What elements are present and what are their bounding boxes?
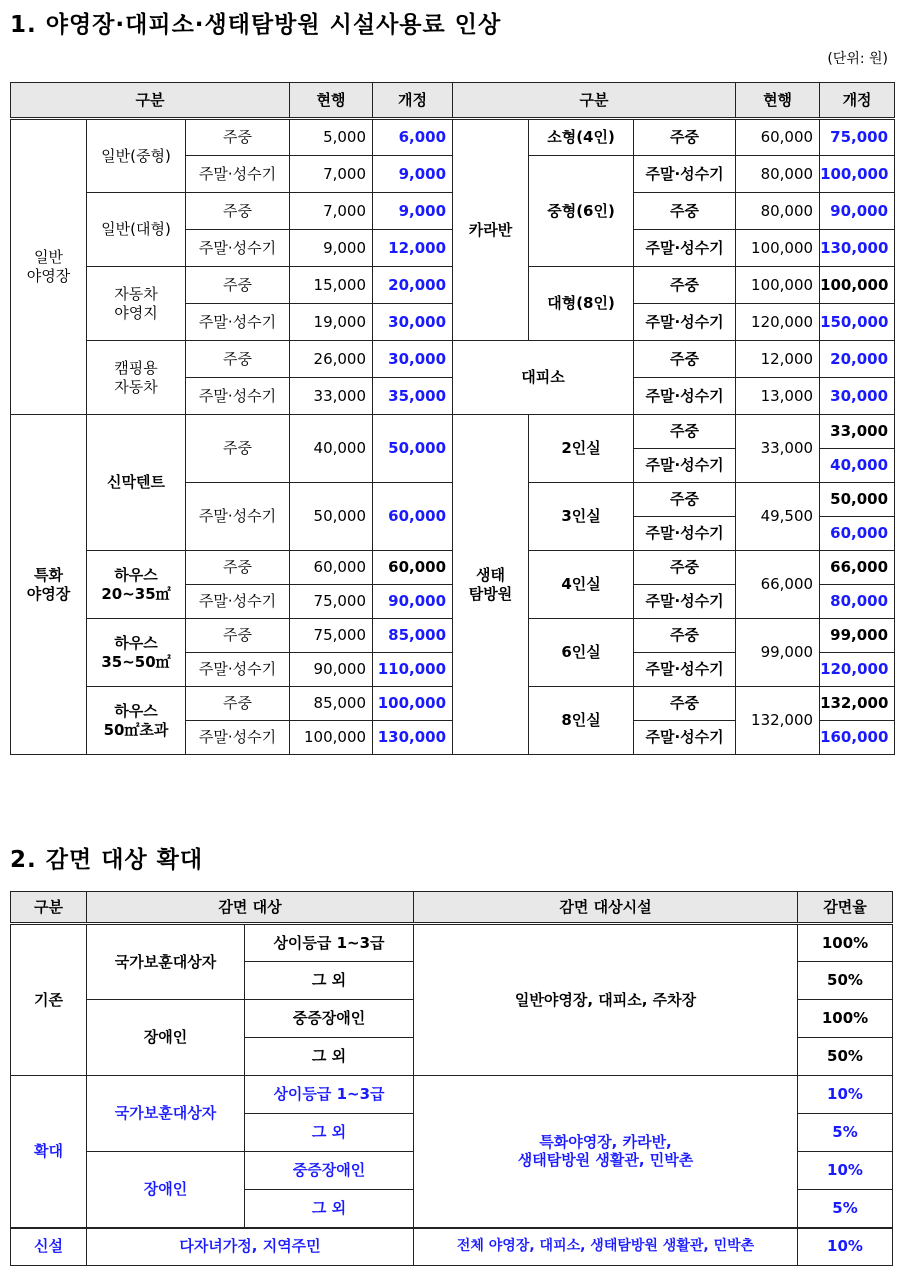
weekend-label: 주말·성수기: [186, 304, 290, 341]
current-value: 60,000: [290, 551, 373, 585]
sub-large: 일반(대형): [87, 193, 186, 267]
sub-car: 자동차 야영지: [87, 267, 186, 341]
revised-value: 150,000: [820, 304, 895, 341]
weekend-label: 주말·성수기: [634, 378, 736, 415]
sub-house-35: 하우스 35~50㎡: [87, 619, 186, 687]
weekday-label: 주중: [186, 267, 290, 304]
eco-room4: 4인실: [529, 551, 634, 619]
weekday-label: 주중: [186, 341, 290, 378]
revised-value: 30,000: [373, 304, 453, 341]
weekday-label: 주중: [186, 415, 290, 483]
new-target: 다자녀가정, 지역주민: [87, 1228, 414, 1266]
weekday-label: 주중: [634, 687, 736, 721]
current-value: 33,000: [290, 378, 373, 415]
revised-value: 33,000: [820, 415, 895, 449]
current-value: 99,000: [736, 619, 820, 687]
existing-rate: 50%: [798, 1038, 893, 1076]
current-value: 7,000: [290, 193, 373, 230]
revised-value: 20,000: [820, 341, 895, 378]
caravan-small: 소형(4인): [529, 119, 634, 156]
current-value: 80,000: [736, 156, 820, 193]
weekend-label: 주말·성수기: [634, 721, 736, 755]
revised-value: 75,000: [820, 119, 895, 156]
expand-grade: 상이등급 1~3급: [245, 1076, 414, 1114]
weekend-label: 주말·성수기: [186, 653, 290, 687]
current-value: 100,000: [736, 230, 820, 267]
current-value: 75,000: [290, 619, 373, 653]
header-target: 감면 대상: [87, 892, 414, 924]
existing-other: 그 외: [245, 962, 414, 1000]
revised-value: 100,000: [820, 267, 895, 304]
current-value: 100,000: [290, 721, 373, 755]
current-value: 100,000: [736, 267, 820, 304]
weekend-label: 주말·성수기: [186, 156, 290, 193]
weekend-label: 주말·성수기: [634, 230, 736, 267]
header-revised-right: 개정: [820, 83, 895, 119]
current-value: 15,000: [290, 267, 373, 304]
weekday-label: 주중: [634, 193, 736, 230]
current-value: 120,000: [736, 304, 820, 341]
current-value: 66,000: [736, 551, 820, 619]
header-rate: 감면율: [798, 892, 893, 924]
weekday-label: 주중: [634, 341, 736, 378]
weekday-label: 주중: [186, 193, 290, 230]
expand-label: 확대: [11, 1076, 87, 1228]
current-value: 75,000: [290, 585, 373, 619]
weekday-label: 주중: [634, 551, 736, 585]
weekday-label: 주중: [634, 415, 736, 449]
current-value: 9,000: [290, 230, 373, 267]
caravan-large: 대형(8인): [529, 267, 634, 341]
current-value: 13,000: [736, 378, 820, 415]
expand-other: 그 외: [245, 1190, 414, 1228]
sub-camping-car: 캠핑용 자동차: [87, 341, 186, 415]
weekend-label: 주말·성수기: [634, 585, 736, 619]
section2-title: 2. 감면 대상 확대: [10, 847, 204, 873]
revised-value: 99,000: [820, 619, 895, 653]
eco-room2: 2인실: [529, 415, 634, 483]
current-value: 85,000: [290, 687, 373, 721]
discount-table: [10, 891, 893, 1266]
eco-room6: 6인실: [529, 619, 634, 687]
existing-facility: 일반야영장, 대피소, 주차장: [414, 924, 798, 1076]
caravan-medium: 중형(6인): [529, 156, 634, 267]
weekend-label: 주말·성수기: [634, 653, 736, 687]
revised-value: 40,000: [820, 449, 895, 483]
revised-value: 66,000: [820, 551, 895, 585]
revised-value: 50,000: [373, 415, 453, 483]
current-value: 26,000: [290, 341, 373, 378]
caravan-label: 카라반: [453, 119, 529, 341]
unit-label: (단위: 원): [827, 51, 888, 67]
weekday-label: 주중: [186, 687, 290, 721]
weekday-label: 주중: [634, 483, 736, 517]
sub-mid: 일반(중형): [87, 119, 186, 193]
weekend-label: 주말·성수기: [186, 230, 290, 267]
revised-value: 30,000: [820, 378, 895, 415]
revised-value: 6,000: [373, 119, 453, 156]
current-value: 19,000: [290, 304, 373, 341]
current-value: 5,000: [290, 119, 373, 156]
revised-value: 60,000: [820, 517, 895, 551]
eco-label: 생태 탐방원: [453, 415, 529, 755]
weekend-label: 주말·성수기: [186, 585, 290, 619]
shelter-label: 대피소: [453, 341, 634, 415]
revised-value: 85,000: [373, 619, 453, 653]
header-gubun: 구분: [11, 892, 87, 924]
weekday-label: 주중: [634, 267, 736, 304]
current-value: 40,000: [290, 415, 373, 483]
weekday-label: 주중: [186, 551, 290, 585]
weekend-label: 주말·성수기: [634, 156, 736, 193]
revised-value: 132,000: [820, 687, 895, 721]
revised-value: 9,000: [373, 193, 453, 230]
header-current-right: 현행: [736, 83, 820, 119]
header-gubun-right: 구분: [453, 83, 736, 119]
expand-rate: 5%: [798, 1190, 893, 1228]
special-campsite-label: 특화 야영장: [11, 415, 87, 755]
weekend-label: 주말·성수기: [186, 721, 290, 755]
weekend-label: 주말·성수기: [634, 449, 736, 483]
header-facility: 감면 대상시설: [414, 892, 798, 924]
current-value: 12,000: [736, 341, 820, 378]
revised-value: 100,000: [820, 156, 895, 193]
revised-value: 35,000: [373, 378, 453, 415]
existing-rate: 100%: [798, 924, 893, 962]
revised-value: 130,000: [373, 721, 453, 755]
eco-room8: 8인실: [529, 687, 634, 755]
existing-severe: 중증장애인: [245, 1000, 414, 1038]
expand-rate: 10%: [798, 1152, 893, 1190]
weekend-label: 주말·성수기: [186, 378, 290, 415]
current-value: 49,500: [736, 483, 820, 551]
weekday-label: 주중: [186, 119, 290, 156]
new-facility: 전체 야영장, 대피소, 생태탐방원 생활관, 민박촌: [414, 1228, 798, 1266]
weekday-label: 주중: [634, 619, 736, 653]
revised-value: 100,000: [373, 687, 453, 721]
revised-value: 80,000: [820, 585, 895, 619]
weekday-label: 주중: [634, 119, 736, 156]
header-gubun-left: 구분: [11, 83, 290, 119]
current-value: 50,000: [290, 483, 373, 551]
new-label: 신설: [11, 1228, 87, 1266]
existing-label: 기존: [11, 924, 87, 1076]
general-campsite-label: 일반 야영장: [11, 119, 87, 415]
existing-grade: 상이등급 1~3급: [245, 924, 414, 962]
sub-shelter-tent: 신막텐트: [87, 415, 186, 551]
weekend-label: 주말·성수기: [186, 483, 290, 551]
revised-value: 90,000: [820, 193, 895, 230]
new-rate: 10%: [798, 1228, 893, 1266]
current-value: 90,000: [290, 653, 373, 687]
existing-disabled: 장애인: [87, 1000, 245, 1076]
header-revised-left: 개정: [373, 83, 453, 119]
revised-value: 120,000: [820, 653, 895, 687]
revised-value: 20,000: [373, 267, 453, 304]
sub-house-50: 하우스 50㎡초과: [87, 687, 186, 755]
revised-value: 90,000: [373, 585, 453, 619]
revised-value: 30,000: [373, 341, 453, 378]
section1-title: 1. 야영장·대피소·생태탐방원 시설사용료 인상: [10, 12, 502, 38]
expand-severe: 중증장애인: [245, 1152, 414, 1190]
current-value: 132,000: [736, 687, 820, 755]
existing-other: 그 외: [245, 1038, 414, 1076]
revised-value: 110,000: [373, 653, 453, 687]
existing-rate: 50%: [798, 962, 893, 1000]
current-value: 60,000: [736, 119, 820, 156]
weekday-label: 주중: [186, 619, 290, 653]
current-value: 33,000: [736, 415, 820, 483]
revised-value: 60,000: [373, 483, 453, 551]
revised-value: 60,000: [373, 551, 453, 585]
existing-veteran: 국가보훈대상자: [87, 924, 245, 1000]
fee-table: [10, 82, 895, 755]
expand-rate: 5%: [798, 1114, 893, 1152]
expand-veteran: 국가보훈대상자: [87, 1076, 245, 1152]
existing-rate: 100%: [798, 1000, 893, 1038]
weekend-label: 주말·성수기: [634, 304, 736, 341]
revised-value: 12,000: [373, 230, 453, 267]
current-value: 7,000: [290, 156, 373, 193]
revised-value: 9,000: [373, 156, 453, 193]
expand-disabled: 장애인: [87, 1152, 245, 1228]
header-current-left: 현행: [290, 83, 373, 119]
expand-other: 그 외: [245, 1114, 414, 1152]
sub-house-20: 하우스 20~35㎡: [87, 551, 186, 619]
current-value: 80,000: [736, 193, 820, 230]
revised-value: 130,000: [820, 230, 895, 267]
expand-facility: 특화야영장, 카라반, 생태탐방원 생활관, 민박촌: [414, 1076, 798, 1228]
revised-value: 50,000: [820, 483, 895, 517]
weekend-label: 주말·성수기: [634, 517, 736, 551]
eco-room3: 3인실: [529, 483, 634, 551]
expand-rate: 10%: [798, 1076, 893, 1114]
revised-value: 160,000: [820, 721, 895, 755]
